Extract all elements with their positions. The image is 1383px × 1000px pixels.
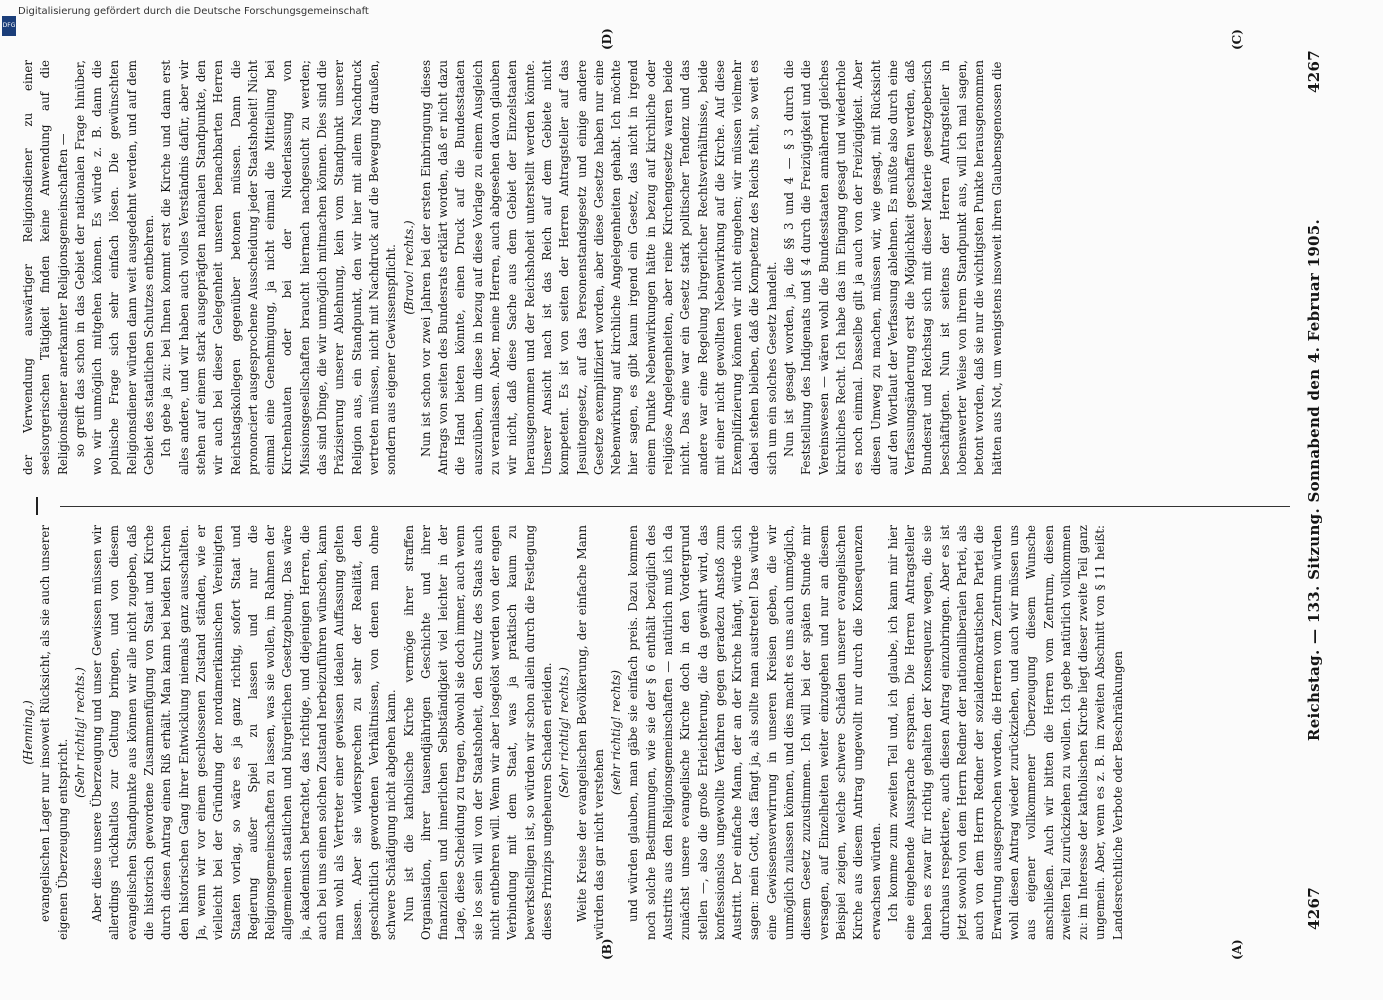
paragraph: Nun ist schon vor zwei Jahren bei der ersten Einbringung dieses Antrags von seiten des Bundesrats erklärt worden, daß er nicht dazu die Hand bieten könnte, einen Druck auf die Bundesstaaten auszuüben, um diese in bezug auf diese Vorlage zu einem Ausgleich zu veranlassen. Aber, meine Herren, auch abgesehen davon glauben wir nicht, daß diese Sache aus dem Gebiet der Einzelstaaten herausgenommen und der Reichshoheit unterstellt werden könnte. Unserer Ansicht nach ist das Reich auf dem Gebiete nicht kompetent. Es ist von seiten der Herren Antragsteller auf das Jesuitengesetz, auf das Personenstandsgesetz und einige andere Gesetze exemplifiziert worden, aber diese Gesetze haben nur eine Nebenwirkung auf kirchliche Angelegenheiten gehabt. Ich möchte hier sagen, es gibt kaum irgend ein Gesetz, das nicht in irgend einem Punkte Nebenwirkungen hätte in bezug auf kirchliche oder religiöse Angelegenheiten, aber reine Kirchengesetze waren beide nicht. Das eine war ein Gesetz stark politischer Tendenz und das andere war eine Regelung bürgerlicher Rechtsverhältnisse, beide mit einer nicht gewollten Nebenwirkung auf die Kirche. Auf diese Exemplifizierung können wir nicht eingehen; wir müssen vielmehr dabei stehen bleiben, daß die Kompetenz des Reichs fehlt, so weit es sich um ein solches Gesetz handelt.	[418, 60, 779, 475]
running-title: Reichstag. — 133. Sitzung. Sonnabend den 4. Februar 1905.	[1305, 218, 1323, 742]
column-tick	[36, 497, 38, 515]
margin-mark-c: (C)	[1230, 29, 1244, 50]
paragraph: so greift das schon in das Gebiet der nationalen Frage hinüber, wo wir unmöglich mitgehen können. Es würde z. B. dann die polnische Frage sich sehr einfach lösen. Die gewünschten Religionsdiener würden dann weit ausgedehnt werden, und auf dem Gebiet des staatlichen Schutzes entbehren.	[72, 60, 157, 475]
paragraph: (sehr richtig! rechts)	[609, 669, 624, 796]
paragraph: (Bravo! rechts.)	[401, 220, 416, 315]
paragraph: Weite Kreise der evangelischen Bevölkerung, der einfache Mann würden das gar nicht verstehen	[574, 525, 606, 940]
right-column	[20, 60, 1290, 475]
paragraph: (Sehr richtig! rechts.)	[72, 667, 87, 798]
paragraph: Nun ist die katholische Kirche vermöge ihrer straffen Organisation, ihrer tausendjährigen Geschichte und ihrer finanziellen und innerlichen Selbständigkeit viel leichter in der Lage, diese Scheidung zu tragen, obwohl sie doch immer, auch wenn sie los sein will von der Staatshoheit, den Schutz des Staats auch nicht entbehren will. Wenn wir aber losgelöst werden von der engen Verbindung mit dem Staat, was ja praktisch kaum zu bewerkstelligen ist, so würden wir schon allein durch die Festlegung dieses Prinzips ungeheuren Schaden erleiden.	[401, 525, 554, 940]
paragraph: der Verwendung auswärtiger Religionsdiener zu einer seelsorgerischen Tätigkeit finden keine Anwendung auf die Religionsdiener anerkannter Religionsgemeinschaften —	[21, 60, 70, 475]
margin-mark-a: (A)	[1230, 939, 1244, 960]
paragraph: Ich komme zum zweiten Teil und, ich glaube, ich kann mir hier eine eingehende Aussprache ersparen. Die Herren Antragsteller haben es zwar für richtig gehalten der Konsequenz wegen, die sie durchaus respektiere, auch diesen Antrag einzubringen. Aber es ist jetzt sowohl von dem Herrn Redner der nationalliberalen Partei, als auch von dem Herrn Redner der sozialdemokratischen Partei die Erwartung ausgesprochen worden, die Herren vom Zentrum würden wohl diesen Antrag wieder zurückziehen, und auch wir müssen uns aus eigener vollkommener Überzeugung diesem Wunsche anschließen. Auch wir bitten die Herren vom Zentrum, diesen zweiten Teil zurückziehen zu wollen. Ich gebe natürlich vollkommen zu: im Interesse der katholischen Kirche liegt dieser zweite Teil ganz ungemein. Aber, wenn es z. B. im zweiten Abschnitt von § 11 heißt: Landesrechtliche Verbote oder Beschränkungen	[885, 525, 1125, 940]
page-number-left: 4267	[1305, 887, 1323, 930]
page-header	[1305, 50, 1331, 930]
paragraph: und würden glauben, man gäbe sie einfach preis. Dazu kommen noch solche Bestimmungen, wie sie der § 6 enthält bezüglich des Austritts aus den Religionsgemeinschaften — natürlich muß ich da zunächst unsere evangelische Kirche doch in den Vordergrund stellen —, also die große Erleichterung, die da gewährt wird, das konfessionslos ungewollte Verfahren gegen geradezu Anstoß zum Austritt. Der einfache Mann, der an der Kirche hängt, würde sich sagen: mein Gott, das fängt ja, als sollte man austreten! Das würde eine Gewissensverwirrung in unseren Kreisen geben, die wir unmöglich zulassen können, und dies macht es uns auch unmöglich, diesem Gesetz zuzustimmen. Ich will bei der späten Stunde mir versagen, auf Einzelheiten weiter einzugehen und nur an diesem Beispiel zeigen, welche schwere Schäden unserer evangelischen Kirche aus diesem Antrag ungewollt nur durch die Konsequenzen erwachsen würden.	[626, 525, 883, 940]
digitization-note: Digitalisierung gefördert durch die Deutsche Forschungsgemeinschaft	[18, 6, 369, 17]
paragraph: Aber diese unsere Überzeugung und unser Gewissen müssen wir allerdings rückhaltlos zur Geltung bringen, und von diesem evangelischen Standpunkte aus können wir alle nicht zugeben, daß die historisch gewordene Zusammenfügung von Staat und Kirche durch diesen Antrag einen Riß erhält. Man kann bei beiden Kirchen den historischen Gang ihrer Entwicklung niemals ganz ausschalten. Ja, wenn wir vor einem geschlossenen Zustand ständen, wie er vielleicht bei der Gründung der nordamerikanischen Vereinigten Staaten vorlag, so wäre es ja ganz richtig, sofort Staat und Regierung außer Spiel zu lassen und nur die Religionsgemeinschaften zu lassen, was sie wollen, im Rahmen der allgemeinen staatlichen und bürgerlichen Gesetzgebung. Das wäre ja, akademisch betrachtet, das richtige, und diejenigen Herren, die auch bei uns einen solchen Zustand herbeizuführen wünschen, kann man wohl als Vertreter einer gewissen idealen Auffassung gelten lassen. Aber sie widersprechen zu sehr der Realität, den geschichtlich gewordenen Verhältnissen, von denen man ohne schwere Schädigung nicht abgehen kann.	[90, 525, 399, 940]
margin-mark-b: (B)	[600, 938, 614, 960]
column-divider	[60, 506, 1290, 507]
paragraph: (Henning.)	[21, 700, 35, 765]
margin-mark-d: (D)	[600, 28, 614, 50]
paragraph: Ich gebe ja zu: bei Ihnen kommt erst die Kirche und dann erst alles andere, und wir haben auch volles Verständnis dafür, aber wir stehen auf einem stark ausgeprägten nationalen Standpunkte, den wir auch bei dieser Gelegenheit unseren benachbarten Herren Reichstagskollegen gegenüber betonen müssen. Dann die prononciert ausgesprochene Ausscheidung jeder Staatshoheit! Nicht einmal eine Genehmigung, ja nicht einmal die Mitteilung bei Kirchenbauten oder bei der Niederlassung von Missionsgesellschaften braucht hiernach nachgesucht zu werden; das sind Dinge, die wir unmöglich mitmachen können. Dies sind die Präzisierung unserer Ablehnung, kein vom Standpunkt unserer Religion aus, ein Standpunkt, den wir hier mit allem Nachdruck vertreten müssen, nicht mit Nachdruck auf die Bewegung draußen, sondern aus eigener Gewissenspflicht.	[159, 60, 399, 475]
page-number-right: 4267	[1305, 50, 1323, 93]
left-column	[20, 525, 1290, 940]
paragraph: (Sehr richtig! rechts.)	[557, 667, 572, 798]
paragraph: Nun ist gesagt worden, ja, die §§ 3 und 4 — § 3 durch die Feststellung des Indigenats und § 4 durch die Freizügigkeit und die Vereinswesen — wären wohl die Bundesstaaten annähernd gleiches kirchliches Recht. Ich habe das im Eingang gesagt und wiederhole es noch einmal. Dasselbe gilt ja auch von der Freizügigkeit. Aber diesen Umweg zu machen, müssen wir, wie gesagt, mit Rücksicht auf den Wortlaut der Verfassung ablehnen. Es müßte also durch eine Verfassungsänderung erst die Möglichkeit geschaffen werden, daß Bundesrat und Reichstag sich mit dieser Materie gesetzgeberisch beschäftigten. Nun ist seitens der Herren Antragsteller in lobenswerter Weise von ihrem Standpunkt aus, will ich mal sagen, betont worden, daß sie nur die wichtigsten Punkte herausgenommen hätten aus Not, um wenigstens insoweit ihren Glaubensgenossen die	[782, 60, 1004, 475]
dfg-logo: DFG	[2, 16, 16, 36]
paragraph: evangelischen Lager nur insoweit Rücksicht, als sie auch unserer eigenen Überzeugung entspricht.	[38, 525, 70, 940]
